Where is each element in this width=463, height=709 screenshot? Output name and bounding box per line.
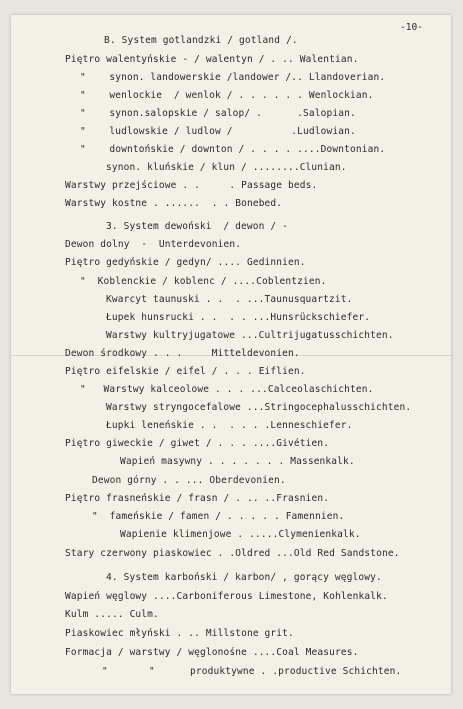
text-line: " fameńskie / famen / . . . . . Famennien.: [92, 511, 345, 522]
text-line: Stary czerwony piaskowiec . .Oldred ...Old Red Sandstone.: [65, 548, 400, 559]
text-line: synon. kluńskie / klun / ........Clunian.: [106, 162, 347, 173]
text-line: Piętro giweckie / giwet / . . . ....Givétien.: [65, 438, 330, 449]
text-line: Dewon dolny - Unterdevonien.: [65, 239, 242, 250]
text-line: Dewon środkowy . . . Mitteldevonien.: [65, 348, 300, 359]
text-line: 3. System dewoński / dewon / -: [106, 221, 288, 232]
text-line: Piaskowiec młyński . .. Millstone grit.: [65, 628, 294, 639]
page-number: -10-: [400, 22, 423, 33]
text-line: " wenlockie / wenlok / . . . . . . Wenlockian.: [80, 90, 374, 101]
text-line: " Koblenckie / koblenc / ....Coblentzien.: [80, 276, 327, 287]
text-line: Piętro eifelskie / eifel / . . . Eiflien.: [65, 366, 306, 377]
text-line: Łupki leneńskie . . . . . .Lenneschiefer.: [106, 420, 353, 431]
text-line: Kulm ..... Culm.: [65, 609, 159, 620]
text-line: Piętro gedyńskie / gedyn/ .... Gedinnien.: [65, 257, 306, 268]
text-line: " " produktywne . .productive Schichten.: [102, 666, 402, 677]
text-line: " Warstwy kalceolowe . . . ...Calceolaschichten.: [80, 384, 374, 395]
text-line: Warstwy kultryjugatowe ...Cultrijugatusschichten.: [106, 330, 394, 341]
text-line: Wapienie klimenjowe . .....Clymenienkalk.: [120, 529, 361, 540]
text-line: Warstwy stryngocefalowe ...Stringocephalusschichten.: [106, 402, 412, 413]
text-line: " ludlowskie / ludlow / .Ludlowian.: [80, 126, 356, 137]
text-line: " synon.salopskie / salop/ . .Salopian.: [80, 108, 356, 119]
text-line: Dewon górny . . ... Oberdevonien.: [92, 475, 286, 486]
text-line: Kwarcyt taunuski . . . ...Taunusquartzit.: [106, 294, 353, 305]
text-line: Łupek hunsrucki . . . . ...Hunsrückschiefer.: [106, 312, 371, 323]
text-line: Warstwy kostne . ...... . . Bonebed.: [65, 198, 283, 209]
text-line: Formacja / warstwy / węglonośne ....Coal Measures.: [65, 647, 359, 658]
text-line: Warstwy przejściowe . . . Passage beds.: [65, 180, 318, 191]
text-line: 4. System karboński / karbon/ , gorący węglowy.: [106, 572, 382, 583]
text-line: B. System gotlandzki / gotland /.: [104, 35, 298, 46]
text-line: " synon. landowerskie /landower /.. Llandoverian.: [80, 72, 386, 83]
text-line: Wapień węglowy ....Carboniferous Limestone, Kohlenkalk.: [65, 591, 388, 602]
text-line: Piętro frasneńskie / frasn / . .. ..Frasnien.: [65, 493, 330, 504]
text-line: Piętro walentyńskie - / walentyn / . .. Walentian.: [65, 54, 359, 65]
text-line: Wapień masywny . . . . . . . Massenkalk.: [120, 456, 355, 467]
text-line: " downtońskie / downton / . . . . ....Downtonian.: [80, 144, 386, 155]
